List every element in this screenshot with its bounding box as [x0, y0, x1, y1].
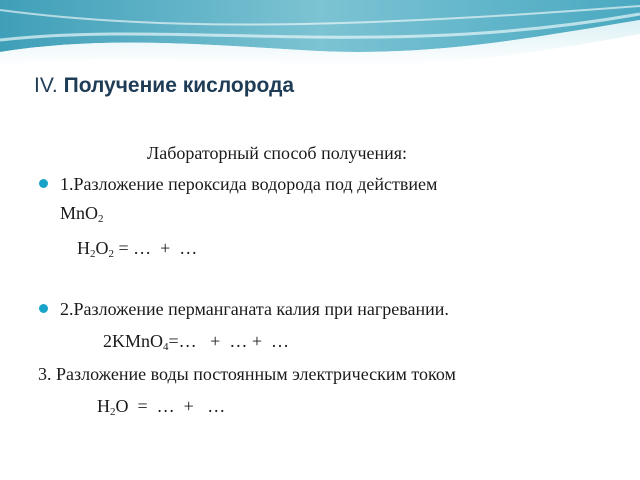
title-number: IV.	[34, 74, 58, 97]
slide-title	[34, 74, 294, 98]
catalyst-subscript: 2	[98, 213, 104, 225]
eq3-rest: O = … + …	[115, 396, 226, 416]
bullet-icon	[39, 304, 48, 313]
item-1-catalyst	[60, 202, 104, 224]
eq1-h-sub: 2	[90, 248, 96, 260]
eq3-h: H	[97, 396, 110, 416]
eq2-left: 2KMnO	[103, 331, 164, 351]
eq2-left-sub: 4	[163, 341, 169, 353]
catalyst-formula: MnO	[60, 203, 99, 223]
item-1-label: 1.Разложение пероксида водорода под действием	[60, 174, 438, 194]
eq1-rest: = … + …	[114, 238, 198, 258]
item-2-label: 2.Разложение перманганата калия при нагревании.	[60, 299, 449, 319]
item-1-equation	[77, 237, 197, 259]
item-2-equation	[103, 330, 289, 352]
eq3-h-sub: 2	[110, 406, 116, 418]
subtitle: Лабораторный способ получения:	[147, 143, 408, 163]
item-3-equation	[97, 395, 225, 417]
header-wave-decoration	[0, 0, 640, 80]
eq1-o-sub: 2	[108, 248, 114, 260]
bullet-icon	[39, 179, 48, 188]
eq1-h: H	[77, 238, 90, 258]
title-text: Получение кислорода	[63, 74, 295, 97]
eq1-o: O	[95, 238, 109, 258]
item-3-label: 3. Разложение воды постоянным электрическим током	[38, 364, 456, 384]
eq2-rest: =… + … + …	[168, 331, 289, 351]
